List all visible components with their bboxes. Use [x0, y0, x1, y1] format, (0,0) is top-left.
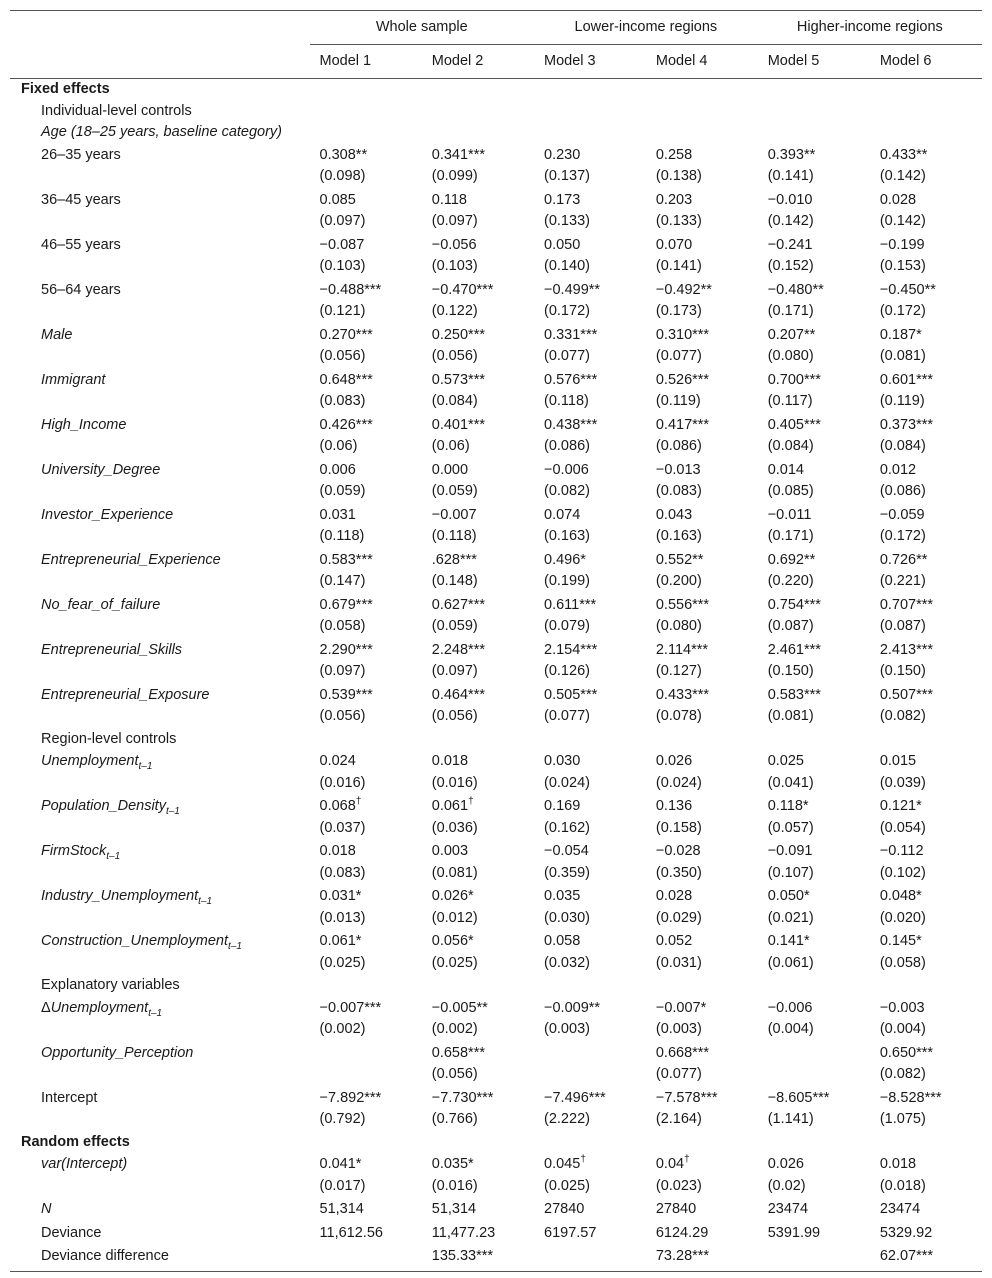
cell-model-6: 0.433** (0.142) — [879, 146, 928, 184]
row-label: 36–45 years — [41, 191, 121, 208]
model-2-header: Model 2 — [422, 45, 534, 79]
cell-model-4: −0.007* (0.003) — [655, 999, 707, 1037]
table-row — [10, 189, 982, 234]
cell-model-6: 2.413*** (0.150) — [879, 641, 934, 679]
cell-model-5: 0.754*** (0.087) — [767, 596, 821, 634]
cell-model-5 — [758, 1042, 870, 1087]
cell-model-4: 0.526*** (0.119) — [655, 371, 710, 409]
cell-model-5: −0.480** (0.171) — [767, 281, 824, 319]
cell-model-3: 0.169 (0.162) — [544, 798, 590, 836]
table-row — [10, 1042, 982, 1087]
cell-model-6: 62.07*** — [870, 1245, 982, 1271]
table-row — [10, 549, 982, 594]
cell-model-6: 5329.92 — [879, 1224, 933, 1241]
cell-model-4: 0.556*** (0.080) — [655, 596, 710, 634]
cell-model-1: 0.426*** (0.06) — [319, 416, 373, 454]
cell-model-4: 6124.29 — [655, 1224, 709, 1241]
cell-model-1: 11,612.56 — [319, 1224, 383, 1241]
cell-model-2: 0.627*** (0.059) — [431, 596, 485, 634]
cell-model-2: 0.061† (0.036) — [431, 796, 478, 836]
table-row — [10, 144, 982, 189]
cell-model-5: 0.118* (0.057) — [767, 798, 814, 836]
cell-model-6: 0.507*** (0.082) — [879, 686, 934, 724]
cell-model-2: 0.573*** (0.084) — [431, 371, 485, 409]
cell-model-5: 0.405*** (0.084) — [767, 416, 821, 454]
section-explanatory-label: Explanatory variables — [41, 977, 180, 993]
group-lower-income: Lower-income regions — [534, 11, 758, 45]
cell-model-4: 0.043 (0.163) — [655, 506, 702, 544]
section-individual-controls-label: Individual-level controls — [41, 102, 192, 119]
cell-model-1 — [310, 1245, 422, 1271]
table-row — [10, 1153, 982, 1198]
section-random-effects-label: Random effects — [21, 1133, 130, 1150]
cell-model-2: 51,314 — [431, 1201, 477, 1217]
cell-model-4: 27840 — [655, 1201, 697, 1217]
cell-model-3: 0.505*** (0.077) — [544, 686, 598, 724]
table-row — [10, 279, 982, 324]
cell-model-4: 0.136 (0.158) — [655, 798, 702, 836]
row-label: Entrepreneurial_Experience — [41, 551, 221, 568]
row-label: Immigrant — [41, 371, 106, 388]
cell-model-3: 6197.57 — [544, 1224, 597, 1241]
row-label: Investor_Experience — [41, 506, 174, 523]
section-region-controls-label: Region-level controls — [41, 730, 177, 747]
cell-model-6: 0.018 (0.018) — [879, 1156, 926, 1194]
row-label: FirmStock$_{t-1}$ — [41, 843, 121, 862]
stats-row — [10, 1245, 982, 1271]
row-label: Industry_Unemployment$_{t-1}$ — [41, 888, 213, 907]
row-label: Intercept — [41, 1089, 98, 1106]
section-fixed-effects-label: Fixed effects — [21, 81, 110, 97]
section-fixed-effects — [10, 79, 982, 101]
row-label: 46–55 years — [41, 236, 121, 253]
cell-model-6: 0.015 (0.039) — [879, 753, 926, 791]
cell-model-3: 0.035 (0.030) — [544, 888, 590, 926]
cell-model-6: −0.112 (0.102) — [879, 843, 926, 881]
cell-model-2: −0.007 (0.118) — [431, 506, 477, 544]
model-5-header: Model 5 — [758, 45, 870, 79]
group-higher-income: Higher-income regions — [758, 11, 982, 45]
cell-model-3: −0.006 (0.082) — [544, 461, 590, 499]
table-row — [10, 639, 982, 684]
row-label: Construction_Unemployment$_{t-1}$ — [41, 933, 242, 952]
cell-model-2: −7.730*** (0.766) — [431, 1089, 494, 1127]
cell-model-1: 51,314 — [319, 1201, 364, 1217]
cell-model-2: −0.056 (0.103) — [431, 236, 478, 274]
cell-model-1: 0.031 (0.118) — [319, 506, 365, 544]
cell-model-5: 0.014 (0.085) — [767, 461, 814, 499]
cell-model-5: −0.091 (0.107) — [767, 843, 814, 881]
cell-model-4: 0.026 (0.024) — [655, 753, 702, 791]
cell-model-6: 0.601*** (0.119) — [879, 371, 934, 409]
cell-model-5: 0.692** (0.220) — [767, 551, 816, 589]
cell-model-1: 0.031* (0.013) — [319, 888, 366, 926]
table-row — [10, 414, 982, 459]
cell-model-5: 0.141* (0.061) — [767, 933, 814, 971]
cell-model-1: 0.018 (0.083) — [319, 843, 366, 881]
cell-model-2: 0.026* (0.012) — [431, 888, 478, 926]
table-row — [10, 369, 982, 414]
table-row — [10, 840, 982, 885]
model-4-header: Model 4 — [646, 45, 758, 79]
regression-table — [10, 10, 982, 1272]
cell-model-2: 0.056* (0.025) — [431, 933, 478, 971]
row-label: Deviance difference — [10, 1245, 310, 1271]
cell-model-6: 0.145* (0.058) — [879, 933, 926, 971]
cell-model-1: 0.068† (0.037) — [319, 796, 366, 836]
row-label: ΔUnemployment$_{t-1}$ — [41, 999, 163, 1019]
cell-model-1: −7.892*** (0.792) — [319, 1089, 382, 1127]
model-header-row — [10, 45, 982, 79]
stats-row — [10, 1198, 982, 1222]
row-label: 56–64 years — [41, 281, 121, 298]
cell-model-3: 0.030 (0.024) — [544, 753, 590, 791]
cell-model-4: 0.203 (0.133) — [655, 191, 702, 229]
cell-model-5: 0.025 (0.041) — [767, 753, 814, 791]
cell-model-1: 0.270*** (0.056) — [319, 326, 373, 364]
cell-model-2: 0.341*** (0.099) — [431, 146, 485, 184]
cell-model-3: 27840 — [544, 1201, 585, 1217]
cell-model-2: 0.250*** (0.056) — [431, 326, 485, 364]
cell-model-6: −0.199 (0.153) — [879, 236, 926, 274]
cell-model-4: −0.492** (0.173) — [655, 281, 712, 319]
cell-model-3 — [534, 1245, 646, 1271]
cell-model-5: −0.011 (0.171) — [767, 506, 814, 544]
cell-model-6: −0.059 (0.172) — [879, 506, 926, 544]
cell-model-3: 0.611*** (0.079) — [544, 596, 597, 634]
table-row-intercept — [10, 1087, 982, 1132]
cell-model-6: 0.012 (0.086) — [879, 461, 926, 499]
cell-model-5: 0.050* (0.021) — [767, 888, 814, 926]
cell-model-4: 0.668*** (0.077) — [655, 1044, 710, 1082]
section-random-effects — [10, 1132, 982, 1154]
cell-model-4: 73.28*** — [646, 1245, 758, 1271]
cell-model-4: −7.578*** (2.164) — [655, 1089, 718, 1127]
cell-model-2: 0.401*** (0.06) — [431, 416, 485, 454]
table-row — [10, 795, 982, 840]
cell-model-1: 0.583*** (0.147) — [319, 551, 373, 589]
cell-model-2: 0.658*** (0.056) — [431, 1044, 485, 1082]
cell-model-4: −0.028 (0.350) — [655, 843, 702, 881]
section-age-baseline — [10, 122, 982, 144]
cell-model-3: 0.576*** (0.118) — [544, 371, 598, 409]
cell-model-1: 0.679*** (0.058) — [319, 596, 373, 634]
cell-model-5: 2.461*** (0.150) — [767, 641, 821, 679]
stats-row — [10, 1222, 982, 1246]
cell-model-6: 0.187* (0.081) — [879, 326, 926, 364]
table-row — [10, 459, 982, 504]
cell-model-4: 0.552** (0.200) — [655, 551, 704, 589]
cell-model-4: 0.04† (0.023) — [655, 1154, 702, 1194]
row-label: No_fear_of_failure — [41, 596, 161, 613]
cell-model-1: 0.648*** (0.083) — [319, 371, 373, 409]
cell-model-3: −0.009** (0.003) — [544, 999, 601, 1037]
cell-model-1: −0.488*** (0.121) — [319, 281, 382, 319]
cell-model-3: −0.054 (0.359) — [544, 843, 590, 881]
cell-model-2: 0.464*** (0.056) — [431, 686, 485, 724]
row-label: 26–35 years — [41, 146, 121, 163]
row-label: High_Income — [41, 416, 127, 433]
cell-model-3: 0.058 (0.032) — [544, 933, 590, 971]
row-label: Male — [41, 326, 73, 343]
cell-model-3: 0.496* (0.199) — [544, 551, 590, 589]
cell-model-3: −7.496*** (2.222) — [544, 1089, 606, 1127]
cell-model-6: −8.528*** (1.075) — [879, 1089, 942, 1127]
cell-model-6: 0.726** (0.221) — [879, 551, 928, 589]
cell-model-6: 0.650*** (0.082) — [879, 1044, 934, 1082]
table-row — [10, 930, 982, 975]
cell-model-2: −0.005** (0.002) — [431, 999, 488, 1037]
cell-model-2: 0.035* (0.016) — [431, 1156, 478, 1194]
cell-model-4: 0.052 (0.031) — [655, 933, 702, 971]
cell-model-6: 0.121* (0.054) — [879, 798, 926, 836]
cell-model-5: 0.393** (0.141) — [767, 146, 816, 184]
cell-model-2: 135.33*** — [422, 1245, 534, 1271]
cell-model-2: 0.018 (0.016) — [431, 753, 478, 791]
cell-model-3: 2.154*** (0.126) — [544, 641, 598, 679]
cell-model-3: 0.074 (0.163) — [544, 506, 590, 544]
cell-model-3: 0.045† (0.025) — [544, 1154, 590, 1194]
row-label: Deviance — [41, 1224, 102, 1241]
cell-model-5: −0.006 (0.004) — [767, 999, 814, 1037]
table-row — [10, 750, 982, 795]
row-label: Population_Density$_{t-1}$ — [41, 798, 180, 817]
cell-model-4: 0.258 (0.138) — [655, 146, 702, 184]
table-row — [10, 594, 982, 639]
table-row — [10, 324, 982, 369]
cell-model-1: 2.290*** (0.097) — [319, 641, 373, 679]
group-header-row — [10, 11, 982, 45]
cell-model-3 — [534, 1042, 646, 1087]
table-row — [10, 885, 982, 930]
cell-model-1: −0.087 (0.103) — [319, 236, 366, 274]
cell-model-5: −0.010 (0.142) — [767, 191, 814, 229]
row-label: Entrepreneurial_Skills — [41, 641, 183, 658]
cell-model-5: 5391.99 — [767, 1224, 821, 1241]
cell-model-5: 0.583*** (0.081) — [767, 686, 821, 724]
model-3-header: Model 3 — [534, 45, 646, 79]
table-row — [10, 234, 982, 279]
cell-model-6: 0.028 (0.142) — [879, 191, 926, 229]
cell-model-5: 0.700*** (0.117) — [767, 371, 821, 409]
model-1-header: Model 1 — [310, 45, 422, 79]
cell-model-3: −0.499** (0.172) — [544, 281, 601, 319]
cell-model-2: 11,477.23 — [431, 1224, 496, 1241]
cell-model-2: −0.470*** (0.122) — [431, 281, 494, 319]
cell-model-4: 0.433*** (0.078) — [655, 686, 710, 724]
row-label: University_Degree — [41, 461, 161, 478]
cell-model-3: 0.331*** (0.077) — [544, 326, 598, 364]
cell-model-1: 0.539*** (0.056) — [319, 686, 373, 724]
section-region-controls — [10, 729, 982, 751]
row-label: var(Intercept) — [41, 1156, 128, 1172]
cell-model-2: .628*** (0.148) — [431, 551, 478, 589]
table-row — [10, 997, 982, 1042]
cell-model-4: 2.114*** (0.127) — [655, 641, 708, 679]
row-label: Entrepreneurial_Exposure — [41, 686, 210, 703]
table-row — [10, 504, 982, 549]
cell-model-6: 0.373*** (0.084) — [879, 416, 934, 454]
cell-model-3: 0.438*** (0.086) — [544, 416, 598, 454]
cell-model-5: 0.026 (0.02) — [767, 1156, 806, 1194]
model-6-header: Model 6 — [870, 45, 982, 79]
cell-model-5: −8.605*** (1.141) — [767, 1089, 830, 1127]
cell-model-6: 0.707*** (0.087) — [879, 596, 934, 634]
cell-model-6: −0.450** (0.172) — [879, 281, 936, 319]
cell-model-1: 0.308** (0.098) — [319, 146, 368, 184]
cell-model-2: 0.000 (0.059) — [431, 461, 478, 499]
cell-model-4: 0.070 (0.141) — [655, 236, 702, 274]
cell-model-3: 0.050 (0.140) — [544, 236, 590, 274]
row-label: Opportunity_Perception — [41, 1044, 194, 1061]
cell-model-4: 0.417*** (0.086) — [655, 416, 710, 454]
cell-model-1: 0.085 (0.097) — [319, 191, 366, 229]
cell-model-2: 0.118 (0.097) — [431, 191, 478, 229]
cell-model-4: 0.028 (0.029) — [655, 888, 702, 926]
section-age-baseline-label: Age (18–25 years, baseline category) — [41, 124, 283, 140]
cell-model-1: 0.024 (0.016) — [319, 753, 366, 791]
cell-model-3: 0.230 (0.137) — [544, 146, 590, 184]
section-individual-controls — [10, 101, 982, 123]
group-whole-sample: Whole sample — [310, 11, 535, 45]
cell-model-2: 0.003 (0.081) — [431, 843, 478, 881]
cell-model-1: 0.041* (0.017) — [319, 1156, 366, 1194]
cell-model-2: 2.248*** (0.097) — [431, 641, 485, 679]
cell-model-3: 0.173 (0.133) — [544, 191, 590, 229]
cell-model-6: 0.048* (0.020) — [879, 888, 926, 926]
table-row — [10, 684, 982, 729]
cell-model-5: 0.207** (0.080) — [767, 326, 816, 364]
cell-model-1 — [310, 1042, 422, 1087]
section-explanatory — [10, 975, 982, 997]
row-label: Unemployment$_{t-1}$ — [41, 753, 153, 772]
cell-model-5: 23474 — [767, 1201, 809, 1217]
cell-model-5: −0.241 (0.152) — [767, 236, 814, 274]
row-label: N — [41, 1201, 52, 1217]
cell-model-1: 0.006 (0.059) — [319, 461, 366, 499]
cell-model-1: −0.007*** (0.002) — [319, 999, 382, 1037]
cell-model-6: −0.003 (0.004) — [879, 999, 926, 1037]
cell-model-6: 23474 — [879, 1201, 921, 1217]
cell-model-4: 0.310*** (0.077) — [655, 326, 710, 364]
cell-model-5 — [758, 1245, 870, 1271]
cell-model-4: −0.013 (0.083) — [655, 461, 702, 499]
cell-model-1: 0.061* (0.025) — [319, 933, 366, 971]
